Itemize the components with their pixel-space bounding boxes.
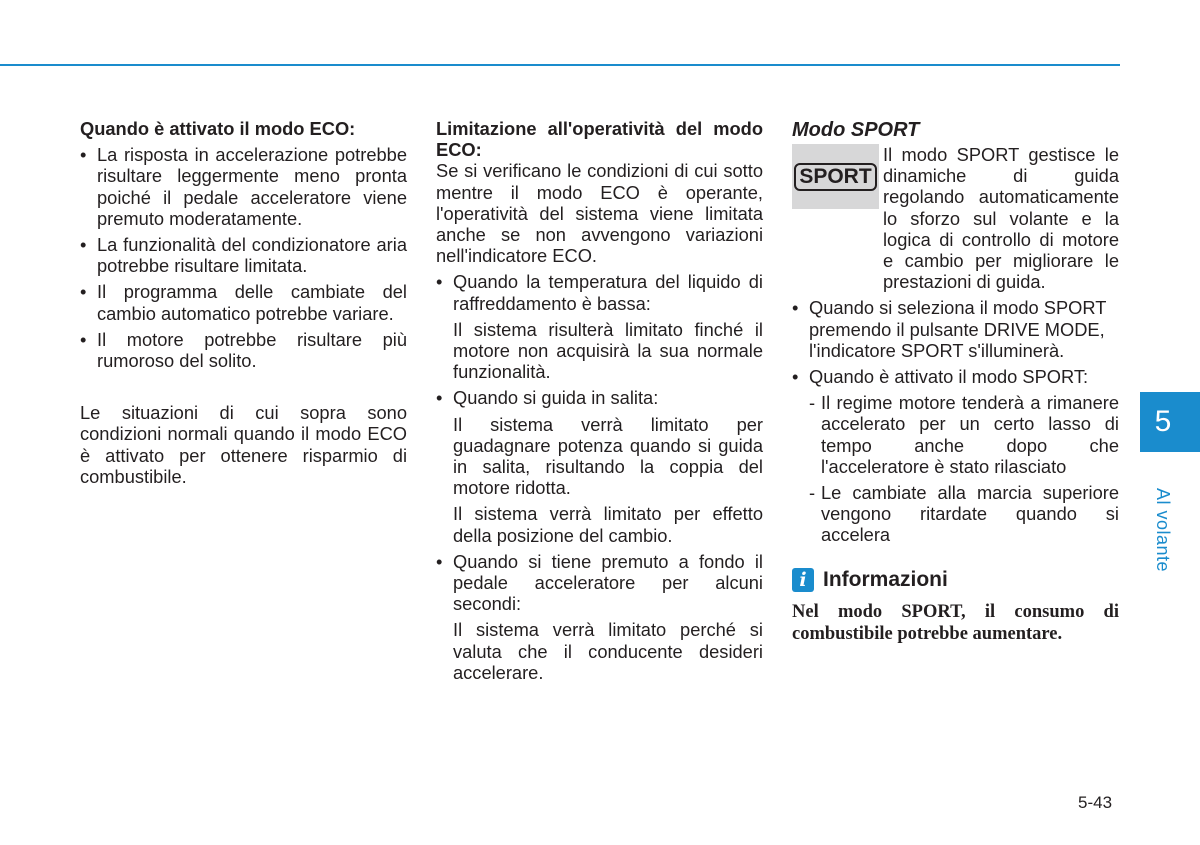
list-item [80, 329, 407, 371]
list-item-text: La risposta in accelerazione potrebbe risultare leggermente meno pronta poiché il pedale acceleratore viene premuto moderatamente. [97, 144, 407, 229]
sport-intro-text: Il modo SPORT gestisce le dinamiche di guida regolando automaticamente lo sforzo sul volante e la logica di controllo di motore e cambio per migliorare le prestazioni di guida. [883, 144, 1119, 293]
info-icon: i [792, 568, 814, 592]
sport-mode-title: Modo SPORT [792, 119, 920, 141]
page-number: 5-43 [1078, 793, 1113, 812]
info-title: Informazioni [823, 568, 948, 592]
chapter-name: Al volante [1153, 488, 1173, 573]
info-text: Nel modo SPORT, il consumo di combustibile potrebbe aumentare. [792, 601, 1119, 644]
list-item-detail: Il sistema verrà limitato per guadagnare potenza quando si guida in salita, risultando la coppia del motore ridotta. [453, 413, 763, 499]
bullet-icon: • [80, 281, 87, 303]
list-item-text: Il motore potrebbe risultare più rumoroso del solito. [97, 328, 407, 372]
bullet-icon: • [436, 550, 443, 572]
bullet-icon: • [436, 271, 443, 293]
sub-list-item-text: Le cambiate alla marcia superiore vengono ritardate quando si accelera [821, 482, 1119, 546]
bullet-icon: • [80, 144, 87, 166]
list-item [792, 297, 1119, 361]
bullet-icon: • [80, 234, 87, 256]
eco-limit-heading: Limitazione all'operatività del modo ECO: [436, 118, 763, 161]
list-item [436, 271, 763, 313]
column-1 [80, 118, 407, 487]
sub-list-item [809, 482, 1119, 546]
sport-indicator-icon [792, 144, 879, 209]
column-2 [436, 118, 763, 683]
list-item-detail: Il sistema verrà limitato per effetto della posizione del cambio. [453, 503, 763, 546]
header-rule [0, 64, 1120, 66]
list-item-detail: Il sistema risulterà limitato finché il motore non acquisirà la sua normale funzionalità. [453, 318, 763, 383]
list-item-text: Quando è attivato il modo SPORT: [809, 366, 1089, 388]
chapter-tab: 5 [1140, 392, 1200, 452]
eco-limit-intro: Se si verificano le condizioni di cui sotto mentre il modo ECO è operante, l'operatività del sistema viene limitata anche se non avvengono variazioni nell'indicatore ECO. [436, 160, 763, 267]
bullet-icon: • [792, 366, 799, 388]
list-item [80, 234, 407, 276]
bullet-icon: • [80, 328, 87, 350]
list-item-text: Quando la temperatura del liquido di raffreddamento è bassa: [453, 271, 763, 314]
dash-icon: - [809, 482, 816, 504]
column-3 [792, 118, 1119, 645]
list-item-text: Quando si tiene premuto a fondo il pedale acceleratore per alcuni secondi: [453, 550, 763, 615]
bullet-icon: • [792, 297, 799, 319]
list-item [436, 387, 763, 408]
bullet-icon: • [436, 387, 443, 409]
list-item [80, 144, 407, 229]
list-item [80, 281, 407, 323]
list-item [436, 551, 763, 615]
list-item-text: Il programma delle cambiate del cambio automatico potrebbe variare. [97, 281, 407, 324]
dash-icon: - [809, 392, 816, 414]
sport-intro-row [792, 144, 1119, 292]
list-item-text: Quando si guida in salita: [453, 387, 659, 409]
list-item [792, 366, 1119, 387]
sub-list-item [809, 392, 1119, 477]
sub-list-item-text: Il regime motore tenderà a rimanere accelerato per un certo lasso di tempo anche dopo che l'acceleratore è stato rilasciato [821, 392, 1119, 477]
list-item-text: La funzionalità del condizionatore aria potrebbe risultare limitata. [97, 234, 407, 277]
sport-badge-label: SPORT [794, 163, 876, 191]
eco-note-paragraph: Le situazioni di cui sopra sono condizioni normali quando il modo ECO è attivato per ottenere risparmio di combustibile. [80, 402, 407, 487]
info-heading [792, 568, 1119, 592]
eco-active-heading: Quando è attivato il modo ECO: [80, 118, 356, 139]
list-item-detail: Il sistema verrà limitato perché si valuta che il conducente desideri accelerare. [453, 619, 763, 683]
list-item-text: Quando si seleziona il modo SPORT premendo il pulsante DRIVE MODE, l'indicatore SPORT s'illuminerà. [809, 297, 1107, 361]
